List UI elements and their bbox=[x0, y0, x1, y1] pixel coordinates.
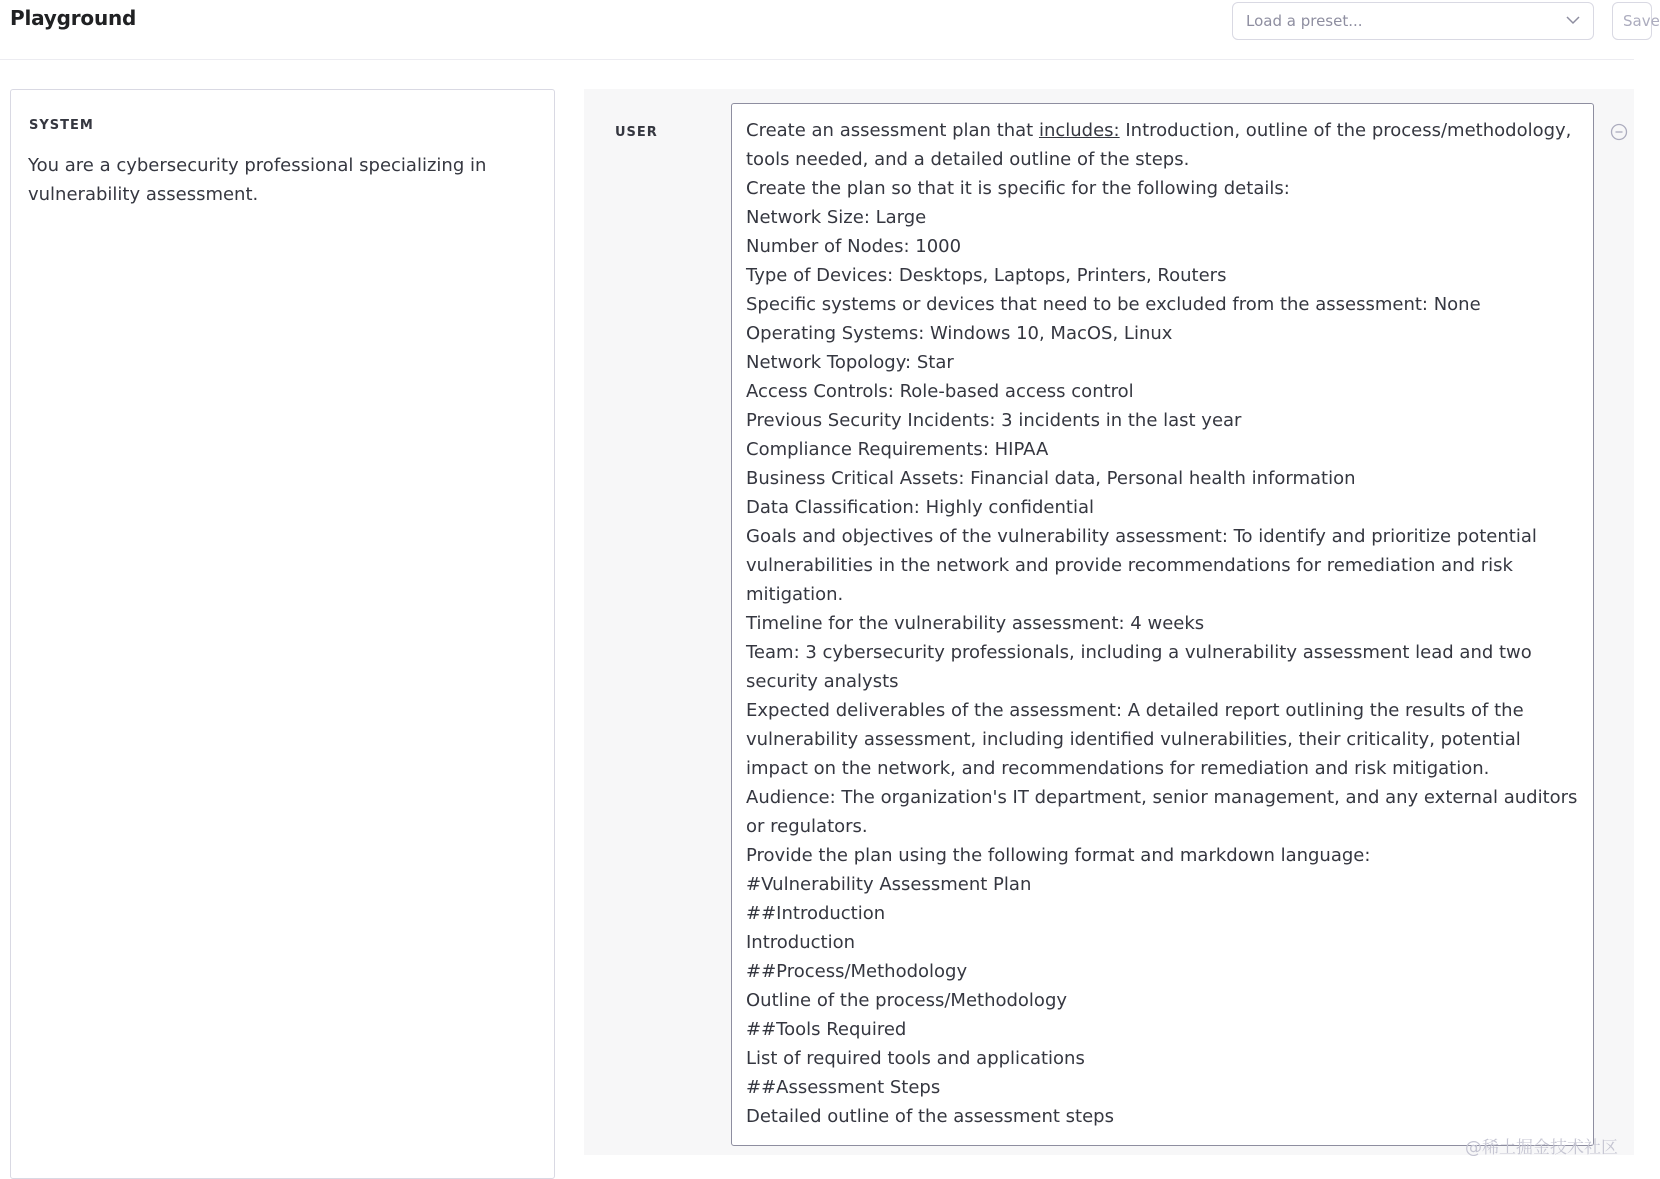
save-button-label: Save bbox=[1623, 12, 1660, 30]
message-line: Data Classification: Highly confidential bbox=[746, 497, 1094, 518]
system-label: SYSTEM bbox=[29, 118, 94, 133]
user-role-label[interactable]: USER bbox=[615, 125, 658, 140]
message-line: Type of Devices: Desktops, Laptops, Printers, Routers bbox=[746, 265, 1227, 286]
page-title: Playground bbox=[10, 6, 137, 30]
message-line: Goals and objectives of the vulnerability assessment: To identify and prioritize potential vulnerabilities in the network and provide recommendations for remediation and risk mitigation. bbox=[746, 526, 1537, 605]
message-line: Previous Security Incidents: 3 incidents in the last year bbox=[746, 410, 1242, 431]
message-line: Network Size: Large bbox=[746, 207, 927, 228]
message-line bbox=[746, 116, 1579, 174]
message-line: Network Topology: Star bbox=[746, 352, 954, 373]
watermark: @稀土掘金技术社区 bbox=[1465, 1138, 1618, 1158]
minus-circle-icon[interactable] bbox=[1610, 123, 1628, 141]
message-line: Outline of the process/Methodology bbox=[746, 990, 1068, 1011]
message-line: Audience: The organization's IT department, senior management, and any external auditors or regulators. bbox=[746, 787, 1578, 837]
top-header bbox=[0, 0, 1660, 60]
message-line: ##Assessment Steps bbox=[746, 1077, 941, 1098]
message-line: Detailed outline of the assessment steps bbox=[746, 1106, 1114, 1127]
system-panel[interactable] bbox=[10, 89, 555, 1179]
message-line: Team: 3 cybersecurity professionals, including a vulnerability assessment lead and two security analysts bbox=[746, 642, 1532, 692]
chat-area bbox=[584, 89, 1634, 1155]
message-line: Specific systems or devices that need to be excluded from the assessment: None bbox=[746, 294, 1481, 315]
preset-placeholder: Load a preset... bbox=[1246, 12, 1363, 30]
save-button[interactable] bbox=[1612, 2, 1660, 40]
message-line: Access Controls: Role-based access control bbox=[746, 381, 1134, 402]
message-line: Introduction bbox=[746, 932, 856, 953]
preset-select[interactable] bbox=[1232, 2, 1594, 40]
message-first-line-suffix: Introduction, outline of the process/methodology, tools needed, and a detailed outline of the steps. bbox=[746, 120, 1572, 170]
message-line: Create the plan so that it is specific for the following details: bbox=[746, 178, 1290, 199]
message-line: List of required tools and applications bbox=[746, 1048, 1085, 1069]
message-line: Compliance Requirements: HIPAA bbox=[746, 439, 1049, 460]
message-line: Operating Systems: Windows 10, MacOS, Linux bbox=[746, 323, 1173, 344]
message-line: Expected deliverables of the assessment: A detailed report outlining the results of the vulnerability assessment, including identified vulnerabilities, their criticality, potential impact on the network, and recommendations for remediation and risk mitigation. bbox=[746, 700, 1524, 779]
message-line: Business Critical Assets: Financial data, Personal health information bbox=[746, 468, 1356, 489]
message-first-line-prefix: Create an assessment plan that bbox=[746, 120, 1039, 141]
message-line: Number of Nodes: 1000 bbox=[746, 236, 962, 257]
system-prompt-text[interactable]: You are a cybersecurity professional specializing in vulnerability assessment. bbox=[28, 155, 487, 205]
chevron-down-icon bbox=[1565, 12, 1581, 28]
message-line: Timeline for the vulnerability assessment: 4 weeks bbox=[746, 613, 1205, 634]
message-line: ##Tools Required bbox=[746, 1019, 907, 1040]
user-message-input[interactable] bbox=[731, 103, 1594, 1146]
message-line: ##Introduction bbox=[746, 903, 886, 924]
underlined-word: includes: bbox=[1038, 120, 1120, 141]
message-line: ##Process/Methodology bbox=[746, 961, 968, 982]
message-line: Provide the plan using the following format and markdown language: bbox=[746, 845, 1371, 866]
message-line: #Vulnerability Assessment Plan bbox=[746, 874, 1032, 895]
